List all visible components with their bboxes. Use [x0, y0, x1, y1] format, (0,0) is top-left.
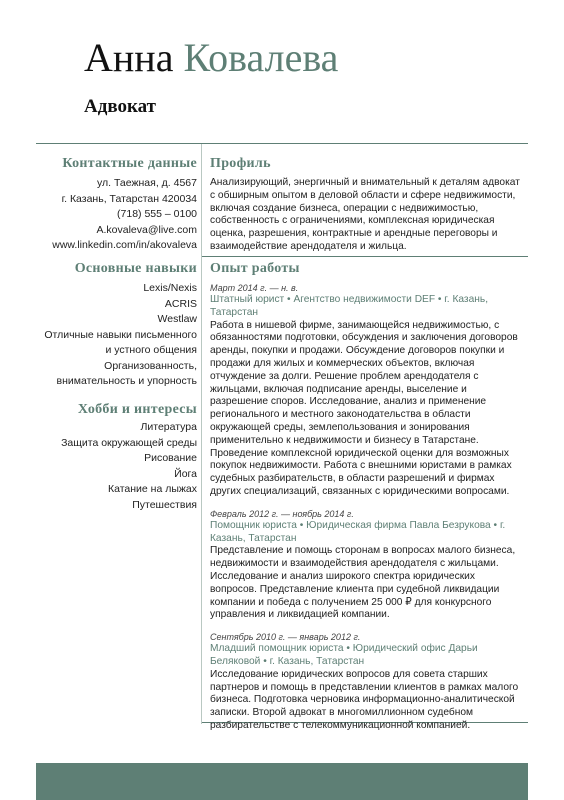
list-item: и устного общения: [105, 344, 197, 356]
skills-heading: Основные навыки: [74, 261, 197, 276]
profile-text: Анализирующий, энергичный и внимательный к деталям адвокат с обширным опытом в деловой области и сфере недвижимости, включая создание бизнеса, операции с недвижимостью, собственность с ограничениями, комплексная юридическая оценка, разрешения, контрактные и арендные переговоры и взаимодействие арендодателя и жильца.: [210, 177, 520, 252]
job-entry: [210, 631, 524, 733]
list-item: Отличные навыки письменного: [44, 328, 197, 341]
contact-address: ул. Таежная, д. 4567: [97, 177, 197, 189]
list-item: Рисование: [144, 452, 197, 464]
experience-heading: Опыт работы: [210, 261, 300, 276]
column-divider: [201, 144, 202, 724]
list-item: Литература: [140, 421, 197, 433]
contact-email[interactable]: A.kovaleva@live.com: [96, 223, 197, 236]
contact-phone: (718) 555 – 0100: [117, 208, 197, 220]
list-item: Защита окружающей среды: [61, 436, 197, 449]
header-divider: [36, 143, 528, 144]
candidate-name: [84, 35, 339, 80]
contacts-list: [52, 176, 197, 254]
footer-band: [36, 763, 528, 800]
list-item: Катание на лыжах: [107, 483, 197, 495]
list-item: Путешествия: [132, 498, 197, 511]
list-item: внимательность и упорность: [56, 375, 197, 387]
job-date: Сентябрь 2010 г. — январь 2012 г.: [210, 632, 361, 643]
job-title: Младший помощник юриста • Юридический офис Дарьи Беляковой • г. Казань, Татарстан: [210, 643, 478, 667]
job-entry: [210, 282, 524, 499]
job-date: Март 2014 г. — н. в.: [210, 283, 299, 293]
job-title: Помощник юриста • Юридическая фирма Павла Безрукова • г. Казань, Татарстан: [210, 519, 506, 544]
list-item: Организованность,: [104, 359, 197, 372]
job-description: Исследование юридических вопросов для совета старших партнеров и помощь в представлении клиентов в рамках малого бизнеса. Подготовка черновика информационно-аналитической записки. Второй адвокат в многомиллионном судебном разбирательстве с телекоммуникационной компанией.: [210, 668, 519, 731]
job-entry: [210, 508, 524, 622]
experience-list: [210, 282, 524, 742]
contact-city: г. Казань, Татарстан 420034: [61, 192, 197, 205]
profile-heading: Профиль: [210, 156, 271, 171]
last-name: Ковалева: [183, 35, 339, 80]
job-role: Адвокат: [84, 96, 156, 117]
section-divider: [202, 256, 528, 257]
list-item: Westlaw: [157, 313, 197, 325]
list-item: Lexis/Nexis: [143, 282, 197, 294]
job-description: Работа в нишевой фирме, занимающейся недвижимостью, с обязанностями подготовки, обсуждения и заключения договоров аренды, покупки и продажи. Обсуждение договоров покупки и продажи для жилых и коммерческих объектов, включая отчуждение за долги. Решение проблем арендодателя с жильцами, включая подписание аренды, выселение и разрешение споров. Исследование, анализ и применение регионального и местного законодательства в области окружающей среды, землепользования и зонирования применительно к недвижимости и бизнесу в Татарстане. Проведение комплексной юридической оценки для возможных покупок недвижимости. Работа с внешними юристами в рамках судебных разбирательств, в области разрешений и фирмах других специализаций, связанных с юридическими вопросами.: [210, 319, 518, 497]
job-description: Представление и помощь сторонам в вопросах малого бизнеса, недвижимости и взаимодействия арендодателя с жильцами. Исследование и анализ широкого спектра юридических вопросов. Представление клиента при судебной ликвидации компании и победа с получением 25 000 ₽ для конкурсного управления и ликвидацией компании.: [210, 545, 516, 621]
hobbies-list: [61, 420, 197, 513]
hobbies-heading: Хобби и интересы: [77, 402, 197, 417]
skills-list: [44, 281, 197, 390]
list-item: ACRIS: [164, 297, 197, 310]
contacts-heading: Контактные данные: [62, 156, 197, 171]
list-item: Йога: [174, 467, 197, 480]
job-title: Штатный юрист • Агентство недвижимости DEF • г. Казань, Татарстан: [210, 294, 489, 318]
contact-linkedin[interactable]: www.linkedin.com/in/akovaleva: [52, 239, 197, 251]
first-name: Анна: [84, 35, 174, 80]
job-date: Февраль 2012 г. — ноябрь 2014 г.: [210, 508, 354, 519]
